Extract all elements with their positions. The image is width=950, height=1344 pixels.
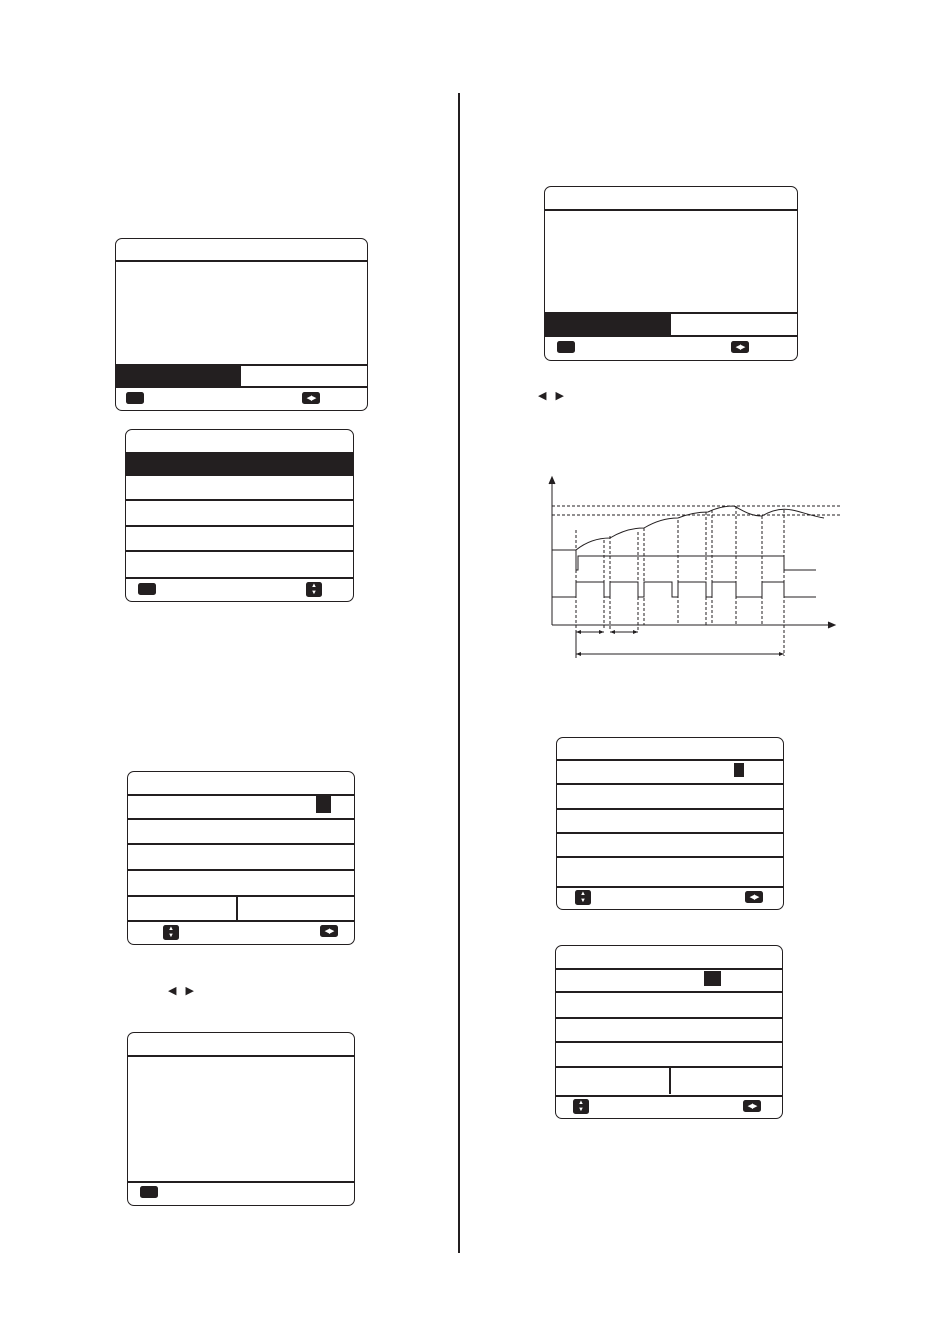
title-separator bbox=[556, 968, 782, 970]
lcd-screen-confirm-left bbox=[115, 238, 368, 411]
ok-key-icon bbox=[138, 583, 156, 595]
title-separator bbox=[545, 209, 797, 211]
value-cursor-icon[interactable] bbox=[734, 763, 744, 777]
x-axis-arrowhead bbox=[828, 622, 835, 628]
lcd-screen-settings-left bbox=[127, 771, 355, 945]
title-separator bbox=[557, 759, 783, 761]
footer-separator bbox=[545, 335, 797, 337]
up-down-key-icon: ▲ ▼ bbox=[306, 582, 322, 597]
left-right-key-icon: ◀▶ bbox=[745, 891, 763, 903]
split-divider bbox=[236, 895, 238, 920]
ok-key-icon bbox=[126, 392, 144, 404]
menu-row-line-4 bbox=[126, 550, 353, 552]
title-separator bbox=[128, 1055, 354, 1057]
up-down-key-icon: ▲ ▼ bbox=[163, 925, 179, 940]
ok-key-icon bbox=[140, 1186, 158, 1198]
footer-separator bbox=[128, 1181, 354, 1183]
row-line-2 bbox=[128, 843, 354, 845]
lcd-screen-menu-list bbox=[125, 429, 354, 602]
split-divider bbox=[669, 1066, 671, 1094]
left-right-key-icon: ◀▶ bbox=[743, 1100, 761, 1112]
row-line-1 bbox=[128, 818, 354, 820]
signal-2-trace bbox=[552, 582, 816, 597]
instruction-arrows-left: ◀ ▶ bbox=[168, 985, 197, 997]
menu-row-line-3 bbox=[126, 525, 353, 527]
left-right-key-icon: ◀▶ bbox=[320, 925, 338, 937]
footer-separator bbox=[126, 577, 353, 579]
row-line-1 bbox=[556, 991, 782, 993]
menu-row-line-2 bbox=[126, 499, 353, 501]
row-line-1 bbox=[557, 783, 783, 785]
up-down-key-icon: ▲ ▼ bbox=[573, 1099, 589, 1114]
timing-diagram bbox=[536, 470, 842, 662]
footer-separator bbox=[116, 386, 367, 388]
row-line-4 bbox=[128, 895, 354, 897]
left-right-key-icon: ◀▶ bbox=[302, 392, 320, 404]
footer-separator bbox=[556, 1095, 782, 1097]
menu-row-line-1 bbox=[126, 474, 353, 476]
signal-1-trace bbox=[552, 550, 816, 570]
ok-key-icon bbox=[557, 341, 575, 353]
lcd-screen-settings-right-1 bbox=[556, 737, 784, 910]
value-cursor-icon[interactable] bbox=[704, 971, 721, 986]
y-axis-arrowhead bbox=[549, 477, 555, 484]
option-yes-selected[interactable] bbox=[116, 364, 241, 386]
footer-separator bbox=[128, 920, 354, 922]
row-line-2 bbox=[557, 808, 783, 810]
lcd-screen-settings-right-2 bbox=[555, 945, 783, 1119]
row-line-3 bbox=[556, 1041, 782, 1043]
up-down-key-icon: ▲ ▼ bbox=[575, 890, 591, 905]
option-yes-selected[interactable] bbox=[545, 312, 671, 335]
row-line-3 bbox=[557, 832, 783, 834]
row-line-4 bbox=[557, 856, 783, 858]
instruction-arrows-right: ◀ ▶ bbox=[538, 390, 567, 402]
temperature-curve bbox=[576, 506, 824, 550]
lcd-screen-confirm-right bbox=[544, 186, 798, 361]
lcd-screen-message bbox=[127, 1032, 355, 1206]
menu-item-selected[interactable] bbox=[126, 452, 354, 474]
row-line-2 bbox=[556, 1017, 782, 1019]
left-right-key-icon: ◀▶ bbox=[731, 341, 749, 353]
column-divider bbox=[458, 93, 460, 1253]
row-line-3 bbox=[128, 869, 354, 871]
value-cursor-icon[interactable] bbox=[316, 796, 331, 813]
footer-separator bbox=[557, 886, 783, 888]
title-separator bbox=[116, 260, 367, 262]
